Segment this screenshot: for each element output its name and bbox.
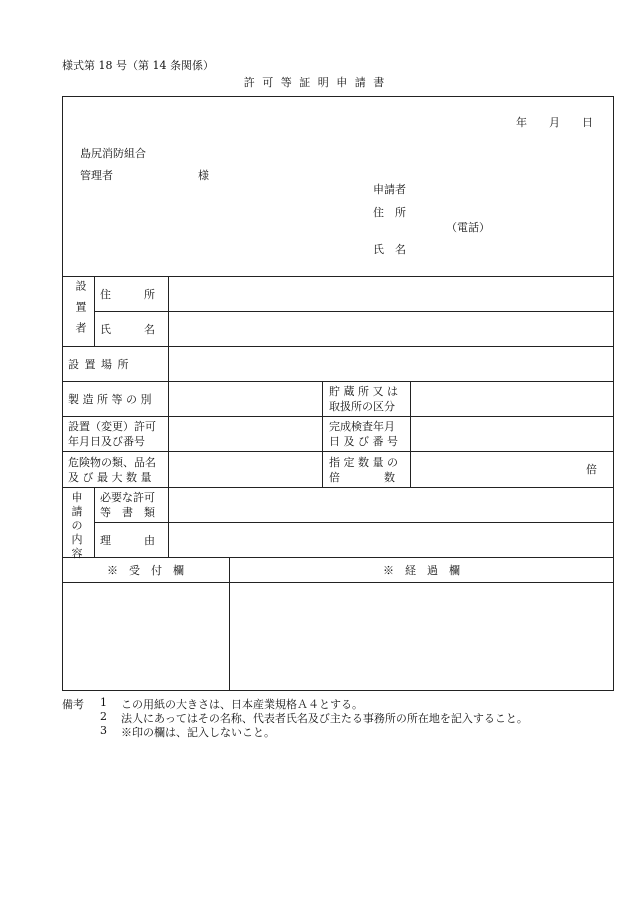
applicant-label: 申請者 <box>373 183 406 196</box>
facility-type-label: 製 造 所 等 の 別 <box>68 393 152 406</box>
col-line <box>410 381 411 487</box>
completion-label-1: 完成検査年月 <box>329 420 395 433</box>
applicant-name-label: 氏 名 <box>373 243 406 256</box>
honorific: 様 <box>198 169 209 182</box>
row-line <box>62 451 614 452</box>
storage-class-label-1: 貯 蔵 所 又 は <box>329 385 398 398</box>
date-field[interactable]: 年 月 日 <box>516 116 593 129</box>
hazmat-label-2: 及 び 最 大 数 量 <box>68 471 152 484</box>
frame-left <box>62 96 63 691</box>
location-input[interactable] <box>169 347 613 380</box>
required-docs-label-2: 等 書 類 <box>100 506 155 519</box>
frame-right <box>613 96 614 691</box>
installer-name-input[interactable] <box>169 312 613 345</box>
hazmat-label-1: 危険物の類、品名 <box>68 456 156 469</box>
note-text: この用紙の大きさは、日本産業規格Ａ４とする。 <box>121 698 363 711</box>
manager-label: 管理者 <box>80 169 113 182</box>
storage-class-label-2: 取扱所の区分 <box>329 400 395 413</box>
frame-top <box>62 96 614 97</box>
note-text: ※印の欄は、記入しないこと。 <box>121 726 275 739</box>
col-line <box>229 557 230 691</box>
row-line <box>62 487 614 488</box>
permit-date-label-2: 年月日及び番号 <box>68 435 145 448</box>
reception-header: ※ 受 付 欄 <box>107 564 184 577</box>
required-docs-label-1: 必要な許可 <box>100 491 155 504</box>
installer-name-label: 氏 名 <box>100 323 155 336</box>
row-line <box>62 416 614 417</box>
col-line <box>94 276 95 346</box>
form-number: 様式第 18 号（第 14 条関係） <box>62 59 214 72</box>
row-line <box>62 381 614 382</box>
completion-label-2: 日 及 び 番 号 <box>329 435 398 448</box>
document-title: 許 可 等 証 明 申 請 書 <box>243 76 387 89</box>
reason-label: 理 由 <box>100 534 155 547</box>
location-label: 設 置 場 所 <box>68 358 130 371</box>
times-unit: 倍 <box>586 463 597 476</box>
applicant-phone-label: （電話） <box>446 221 490 234</box>
col-line <box>94 487 95 557</box>
note-number: 1 <box>100 696 107 709</box>
row-line <box>62 582 614 583</box>
organization-name: 島尻消防組合 <box>80 147 146 160</box>
installer-address-label: 住 所 <box>100 288 155 301</box>
applicant-address-label: 住 所 <box>373 206 406 219</box>
installer-label: 設置者 <box>74 280 87 343</box>
notes-label: 備考 <box>62 698 84 711</box>
frame-bottom <box>62 690 614 691</box>
request-content-label: 申請の内容 <box>71 491 83 560</box>
designated-label-1: 指 定 数 量 の <box>329 456 398 469</box>
col-line <box>322 381 323 487</box>
permit-date-label-1: 設置（変更）許可 <box>68 420 156 433</box>
installer-address-input[interactable] <box>169 277 613 310</box>
note-text: 法人にあってはその名称、代表者氏名及び主たる事務所の所在地を記入すること。 <box>121 712 528 725</box>
row-line <box>62 557 614 558</box>
row-line <box>94 522 614 523</box>
note-number: 2 <box>100 710 107 723</box>
designated-label-2: 倍 数 <box>329 471 395 484</box>
progress-header: ※ 経 過 欄 <box>383 564 460 577</box>
note-number: 3 <box>100 724 107 737</box>
